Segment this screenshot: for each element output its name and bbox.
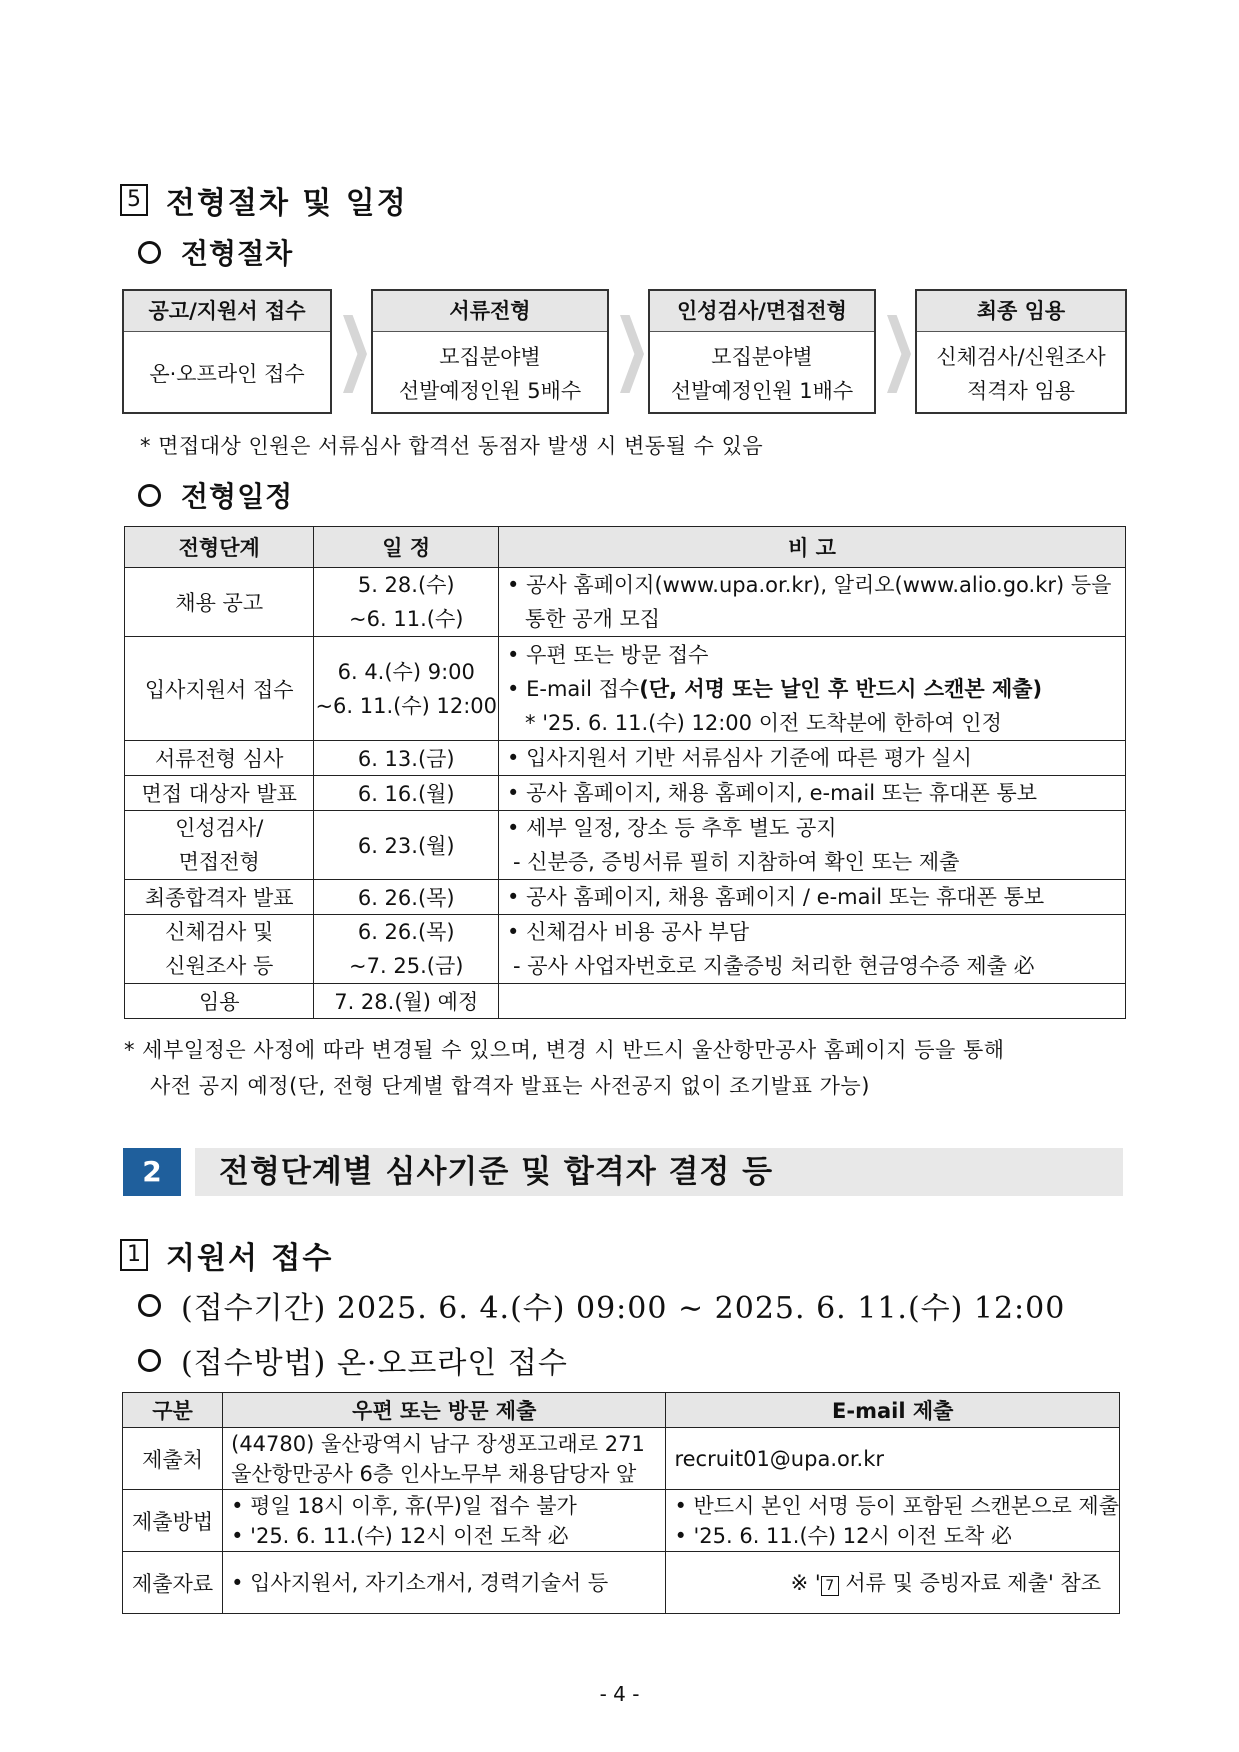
date-cell: 7. 28.(월) 예정	[314, 984, 499, 1019]
procedure-step-1	[122, 289, 332, 414]
table-row	[125, 637, 1126, 741]
flow-arrow-icon	[620, 315, 644, 393]
date-cell: 6. 26.(목) ~7. 25.(금)	[314, 915, 499, 984]
section-heading-5	[120, 178, 408, 222]
table-row	[123, 1490, 1120, 1552]
dest-mail-cell: (44780) 울산광역시 남구 장생포고래로 271 울산항만공사 6층 인사노무부 채용담당자 앞	[223, 1428, 666, 1490]
period-line	[138, 1283, 1065, 1327]
table-row	[125, 915, 1126, 984]
docs-reference-cell: ※ ' 7 서류 및 증빙자료 제출' 참조	[666, 1552, 1120, 1614]
reference-number-box: 7	[821, 1576, 839, 1596]
step-4-line2: 적격자 임용	[966, 378, 1076, 403]
table-row	[125, 984, 1126, 1019]
date-cell: 6. 13.(금)	[314, 741, 499, 776]
date-cell: 6. 23.(월)	[314, 811, 499, 880]
notes-cell: • 공사 홈페이지(www.upa.or.kr), 알리오(www.alio.go.kr) 등을 통한 공개 모집	[499, 568, 1126, 637]
section-title: 전형절차 및 일정	[166, 186, 408, 221]
schedule-heading-text: 전형일정	[181, 480, 294, 513]
notes-cell: • 우편 또는 방문 접수 • E-mail 접수(단, 서명 또는 날인 후 반드시 스캔본 제출) * '25. 6. 11.(수) 12:00 이전 도착분에 한하여 인정	[499, 637, 1126, 741]
table-row	[125, 811, 1126, 880]
row-label: 제출자료	[123, 1552, 223, 1614]
flow-arrow-icon	[887, 315, 911, 393]
schedule-table	[124, 526, 1126, 1019]
table-row	[125, 880, 1126, 915]
step-1-head: 공고/지원서 접수	[124, 291, 330, 332]
step-3-line1: 모집분야별	[711, 344, 813, 369]
circle-bullet-icon	[138, 1294, 161, 1317]
notes-cell: • 신체검사 비용 공사 부담 - 공사 사업자번호로 지출증빙 처리한 현금영수증 제출 必	[499, 915, 1126, 984]
procedure-heading	[138, 232, 293, 272]
stage-cell: 임용	[125, 984, 314, 1019]
step-2-head: 서류전형	[373, 291, 607, 332]
method-email-cell: • 반드시 본인 서명 등이 포함된 스캔본으로 제출 • '25. 6. 11.(수) 12시 이전 도착 必	[666, 1490, 1120, 1552]
submission-header-category: 구분	[123, 1393, 223, 1428]
date-cell: 6. 16.(월)	[314, 776, 499, 811]
submission-header-email: E-mail 제출	[666, 1393, 1120, 1428]
stage-cell: 최종합격자 발표	[125, 880, 314, 915]
circle-bullet-icon	[138, 241, 161, 264]
section-number-badge: 2	[123, 1148, 181, 1196]
notes-cell: • 공사 홈페이지, 채용 홈페이지, e-mail 또는 휴대폰 통보	[499, 776, 1126, 811]
notes-cell: • 입사지원서 기반 서류심사 기준에 따른 평가 실시	[499, 741, 1126, 776]
step-4-head: 최종 임용	[917, 291, 1125, 332]
stage-cell: 인성검사/ 면접전형	[125, 811, 314, 880]
method-text: (접수방법) 온·오프라인 접수	[181, 1346, 568, 1381]
circle-bullet-icon	[138, 484, 161, 507]
date-cell: 6. 26.(목)	[314, 880, 499, 915]
table-row	[123, 1428, 1120, 1490]
submission-header-mail: 우편 또는 방문 제출	[223, 1393, 666, 1428]
schedule-heading	[138, 475, 293, 515]
dest-email-cell: recruit01@upa.or.kr	[666, 1428, 1120, 1490]
notes-cell: • 공사 홈페이지, 채용 홈페이지 / e-mail 또는 휴대폰 통보	[499, 880, 1126, 915]
section-banner-2	[123, 1148, 1123, 1196]
schedule-note-line-2: 사전 공지 예정(단, 전형 단계별 합격자 발표는 사전공지 없이 조기발표 가능)	[150, 1074, 870, 1098]
step-2-line1: 모집분야별	[439, 344, 541, 369]
circle-bullet-icon	[138, 1349, 161, 1372]
docs-cell: • 입사지원서, 자기소개서, 경력기술서 등	[223, 1552, 666, 1614]
procedure-heading-text: 전형절차	[181, 237, 294, 270]
procedure-step-2	[371, 289, 609, 414]
stage-cell: 채용 공고	[125, 568, 314, 637]
step-4-line1: 신체검사/신원조사	[936, 344, 1106, 369]
date-cell: 6. 4.(수) 9:00 ~6. 11.(수) 12:00	[314, 637, 499, 741]
table-row	[125, 741, 1126, 776]
section-banner-title: 전형단계별 심사기준 및 합격자 결정 등	[195, 1148, 1123, 1196]
page-number: - 4 -	[599, 1682, 640, 1706]
step-1-line1: 온·오프라인 접수	[149, 361, 305, 386]
procedure-step-4	[915, 289, 1127, 414]
flow-arrow-icon	[343, 315, 367, 393]
stage-cell: 서류전형 심사	[125, 741, 314, 776]
procedure-note: * 면접대상 인원은 서류심사 합격선 동점자 발생 시 변동될 수 있음	[140, 434, 764, 458]
table-row	[125, 776, 1126, 811]
step-3-head: 인성검사/면접전형	[650, 291, 874, 332]
stage-cell: 신체검사 및 신원조사 등	[125, 915, 314, 984]
schedule-header-stage: 전형단계	[125, 527, 314, 568]
row-label: 제출방법	[123, 1490, 223, 1552]
method-mail-cell: • 평일 18시 이후, 휴(무)일 접수 불가 • '25. 6. 11.(수) 12시 이전 도착 必	[223, 1490, 666, 1552]
step-3-line2: 선발예정인원 1배수	[670, 378, 854, 403]
schedule-header-notes: 비 고	[499, 527, 1126, 568]
notes-cell	[499, 984, 1126, 1019]
stage-cell: 면접 대상자 발표	[125, 776, 314, 811]
date-cell: 5. 28.(수) ~6. 11.(수)	[314, 568, 499, 637]
subsection-title: 지원서 접수	[166, 1241, 334, 1276]
procedure-step-3	[648, 289, 876, 414]
row-label: 제출처	[123, 1428, 223, 1490]
method-line	[138, 1338, 568, 1382]
submission-table	[122, 1392, 1120, 1614]
table-row	[123, 1552, 1120, 1614]
notes-cell: • 세부 일정, 장소 등 추후 별도 공지 - 신분증, 증빙서류 필히 지참하여 확인 또는 제출	[499, 811, 1126, 880]
section-number-box: 5	[120, 184, 148, 216]
step-2-line2: 선발예정인원 5배수	[398, 378, 582, 403]
period-text: (접수기간) 2025. 6. 4.(수) 09:00 ∼ 2025. 6. 11.(수) 12:00	[181, 1291, 1066, 1326]
schedule-header-date: 일 정	[314, 527, 499, 568]
stage-cell: 입사지원서 접수	[125, 637, 314, 741]
subsection-heading-1	[120, 1233, 333, 1277]
table-row	[125, 568, 1126, 637]
schedule-note-line-1: * 세부일정은 사정에 따라 변경될 수 있으며, 변경 시 반드시 울산항만공사 홈페이지 등을 통해	[124, 1038, 1005, 1062]
subsection-number-box: 1	[120, 1239, 148, 1271]
